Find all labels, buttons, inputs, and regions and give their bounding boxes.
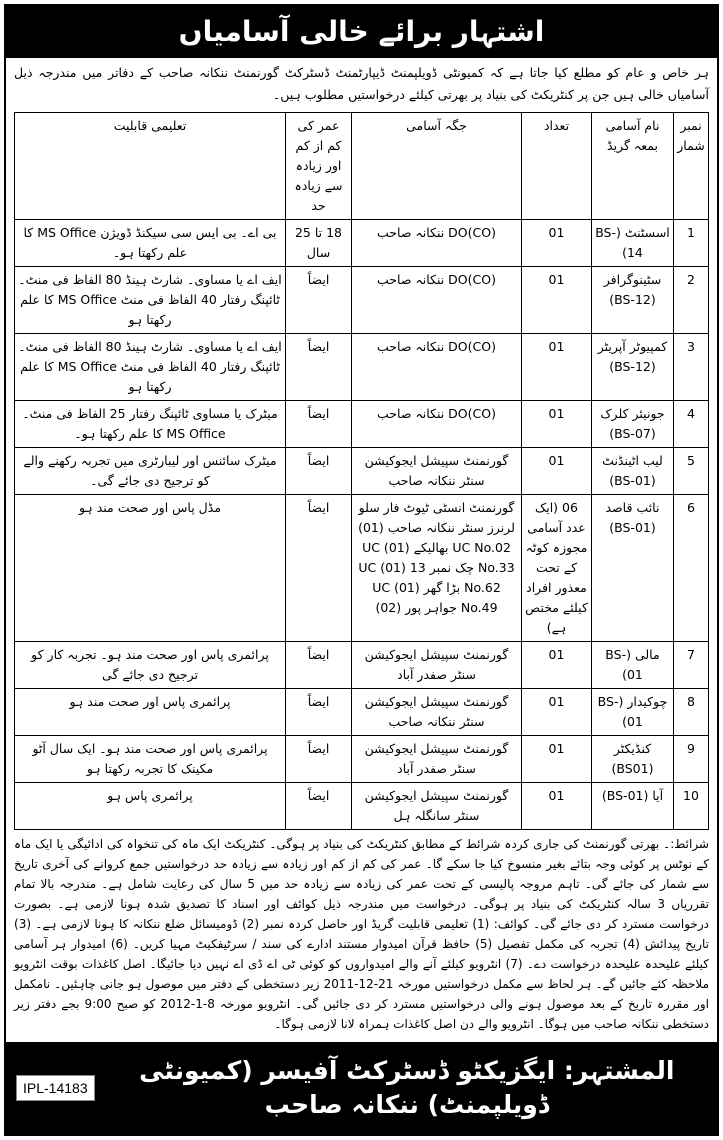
cell-age: ایضاً [286,783,352,830]
cell-age: ایضاً [286,448,352,495]
cell-count: 01 [522,220,592,267]
cell-age: 18 تا 25 سال [286,220,352,267]
title-banner [6,6,717,58]
cell-qual: ایف اے یا مساوی۔ شارٹ ہینڈ 80 الفاظ فی منٹ۔ ٹائپنگ رفتار 40 الفاظ فی منٹ MS Office کا علم رکھتا ہو [15,267,286,334]
cell-count: 01 [522,736,592,783]
cell-post: کمپیوٹر آپریٹر (BS-12) [592,334,674,401]
header-qualification: تعلیمی قابلیت [15,113,286,220]
cell-no: 8 [674,689,709,736]
table-row [15,642,709,689]
cell-post: سٹینوگرافر (BS-12) [592,267,674,334]
header-serial: نمبر شمار [674,113,709,220]
reference-code: IPL-14183 [16,1075,95,1101]
table-row [15,689,709,736]
cell-post: لیب اٹینڈنٹ (BS-01) [592,448,674,495]
cell-qual: بی اے۔ بی ایس سی سیکنڈ ڈویژن MS Office کا علم رکھتا ہو۔ [15,220,286,267]
cell-post: اسسٹنٹ (BS-14) [592,220,674,267]
cell-age: ایضاً [286,495,352,642]
cell-post: مالی (BS-01) [592,642,674,689]
cell-no: 5 [674,448,709,495]
cell-qual: پرائمری پاس اور صحت مند ہو۔ ایک سال آٹو مکینک کا تجربہ رکھتا ہو [15,736,286,783]
cell-age: ایضاً [286,689,352,736]
cell-no: 9 [674,736,709,783]
cell-post: چوکیدار (BS-01) [592,689,674,736]
header-place: جگہ آسامی [352,113,522,220]
cell-count: 01 [522,401,592,448]
ad-title: اشتہار برائے خالی آسامیاں [178,15,545,48]
footer-banner [6,1042,717,1134]
cell-place: DO(CO) ننکانہ صاحب [352,334,522,401]
table-row [15,267,709,334]
cell-count: 01 [522,689,592,736]
table-row [15,495,709,642]
advertiser: المشتہر: ایگزیکٹو ڈسٹرکٹ آفیسر (کمیونٹی ڈویلپمنٹ) ننکانہ صاحب [139,1056,675,1119]
cell-qual: ایف اے یا مساوی۔ شارٹ ہینڈ 80 الفاظ فی منٹ۔ ٹائپنگ رفتار 40 الفاظ فی منٹ MS Office کا علم رکھتا ہو [15,334,286,401]
cell-place: گورنمنٹ سپیشل ایجوکیشن سنٹر ننکانہ صاحب [352,448,522,495]
cell-place: گورنمنٹ سپیشل ایجوکیشن سنٹر صفدر آباد [352,642,522,689]
cell-age: ایضاً [286,334,352,401]
cell-post: آیا (BS-01) [592,783,674,830]
cell-no: 3 [674,334,709,401]
cell-no: 2 [674,267,709,334]
header-age: عمر کی کم از کم اور زیادہ سے زیادہ حد [286,113,352,220]
terms-text: شرائط:۔ بھرتی گورنمنٹ کی جاری کردہ شرائط کے مطابق کنٹریکٹ کی بنیاد پر ہوگی۔ کنٹریکٹ ایک ماہ کی تنخواہ کی ادائیگی یا ایک ماہ کے نوٹس پر کوئی وجہ بتائے بغیر منسوخ کیا جا سکے گا۔ عمر کی کم از کم اور زیادہ سے زیادہ حد درخواستیں جمع کروانے کی آخری تاریخ سے شمار کی جائے گی۔ تاہم مروجہ پالیسی کے تحت عمر کی زیادہ سے زیادہ حد میں 5 سال کی رعایت شامل ہے۔ مندرجہ بالا تمام تقرریاں 3 سالہ کنٹریکٹ کی بنیاد پر ہوگی۔ درخواست میں مندرجہ ذیل کوائف اور اسناد کا تصدیق شدہ ہونا لازمی ہے۔ بصورت درخواست مسترد کر دی جائے گی۔ کوائف: (1) تعلیمی قابلیت گریڈ اور حاصل کردہ نمبر (2) ڈومیسائل ضلع ننکانہ کا ہونا لازمی ہے۔ (3) تاریخ پیدائش (4) تجربہ کی مکمل تفصیل (5) حافظ قرآن امیدوار مستند ادارے کی سند / سرٹیفکیٹ مہیا کریں۔ (6) امیدوار ہر آسامی کیلئے علیحدہ علیحدہ درخواست دے۔ (7) انٹرویو کیلئے آنے والے امیدواروں کو کوئی ٹی اے ڈی اے نہیں دیا جائیگا۔ اصل کاغذات بوقت انٹرویو ملاحظہ کئے جائیں گے۔ ہر لحاظ سے مکمل درخواستیں مورخہ 21-12-2011 زیر دستخطی کے دفتر میں موصول ہو جانی چاہئیں۔ نامکمل اور مقررہ تاریخ کے بعد موصول ہونے والی درخواستیں مسترد کر دی جائیں گی۔ انٹرویو مورخہ 8-1-2012 کو صبح 9:00 بجے دفتر زیر دستخطی ننکانہ صاحب میں ہوگا۔ انٹرویو والے دن اصل کاغذات ہمراہ لانا لازمی ہوگا۔ [14,837,710,1031]
table-row [15,448,709,495]
table-row [15,334,709,401]
cell-qual: مڈل پاس اور صحت مند ہو [15,495,286,642]
ad-border [4,4,719,1136]
cell-no: 4 [674,401,709,448]
cell-qual: میٹرک یا مساوی ٹائپنگ رفتار 25 الفاظ فی منٹ۔ MS Office کا علم رکھتا ہو۔ [15,401,286,448]
cell-place: گورنمنٹ انسٹی ٹیوٹ فار سلو لرنرز سنٹر ننکانہ صاحب (01) UC No.02 بھالیکے (01) UC No.33 چک نمبر 13 (01) UC No.62 بڑا گھر (01) UC No.49 جواہر پور (02) [352,495,522,642]
cell-post: کنڈیکٹر (BS01) [592,736,674,783]
cell-post: جونیئر کلرک (BS-07) [592,401,674,448]
cell-count: 01 [522,783,592,830]
cell-count: 01 [522,642,592,689]
header-count: تعداد [522,113,592,220]
cell-count: 01 [522,334,592,401]
cell-age: ایضاً [286,736,352,783]
table-row [15,783,709,830]
cell-age: ایضاً [286,267,352,334]
table-header-row [15,113,709,220]
header-post: نام آسامی بمعہ گریڈ [592,113,674,220]
cell-no: 1 [674,220,709,267]
cell-place: گورنمنٹ سپیشل ایجوکیشن سنٹر صفدر آباد [352,736,522,783]
cell-qual: میٹرک سائنس اور لیبارٹری میں تجربہ رکھنے والے کو ترجیح دی جائے گی۔ [15,448,286,495]
cell-place: DO(CO) ننکانہ صاحب [352,267,522,334]
cell-place: گورنمنٹ سپیشل ایجوکیشن سنٹر سانگلہ ہل [352,783,522,830]
table-row [15,401,709,448]
cell-count: 06 (ایک عدد آسامی مجوزہ کوٹہ کے تحت معذور افراد کیلئے مختص ہے) [522,495,592,642]
cell-age: ایضاً [286,642,352,689]
cell-no: 10 [674,783,709,830]
cell-qual: پرائمری پاس اور صحت مند ہو [15,689,286,736]
cell-no: 7 [674,642,709,689]
cell-age: ایضاً [286,401,352,448]
cell-no: 6 [674,495,709,642]
cell-place: DO(CO) ننکانہ صاحب [352,401,522,448]
table-row [15,220,709,267]
cell-qual: پرائمری پاس ہو [15,783,286,830]
cell-place: DO(CO) ننکانہ صاحب [352,220,522,267]
intro-text: ہر خاص و عام کو مطلع کیا جاتا ہے کہ کمیونٹی ڈویلپمنٹ ڈیپارٹمنٹ ڈسٹرکٹ گورنمنٹ ننکانہ صاحب کے دفاتر میں مندرجہ ذیل آسامیاں خالی ہیں جن پر کنٹریکٹ کی بنیاد پر بھرتی کیلئے درخواستیں مطلوب ہیں۔ [14,65,709,102]
cell-count: 01 [522,448,592,495]
table-row [15,736,709,783]
cell-count: 01 [522,267,592,334]
cell-post: نائب قاصد (BS-01) [592,495,674,642]
cell-qual: پرائمری پاس اور صحت مند ہو۔ تجربہ کار کو ترجیح دی جائے گی [15,642,286,689]
vacancies-table [14,112,709,830]
cell-place: گورنمنٹ سپیشل ایجوکیشن سنٹر ننکانہ صاحب [352,689,522,736]
